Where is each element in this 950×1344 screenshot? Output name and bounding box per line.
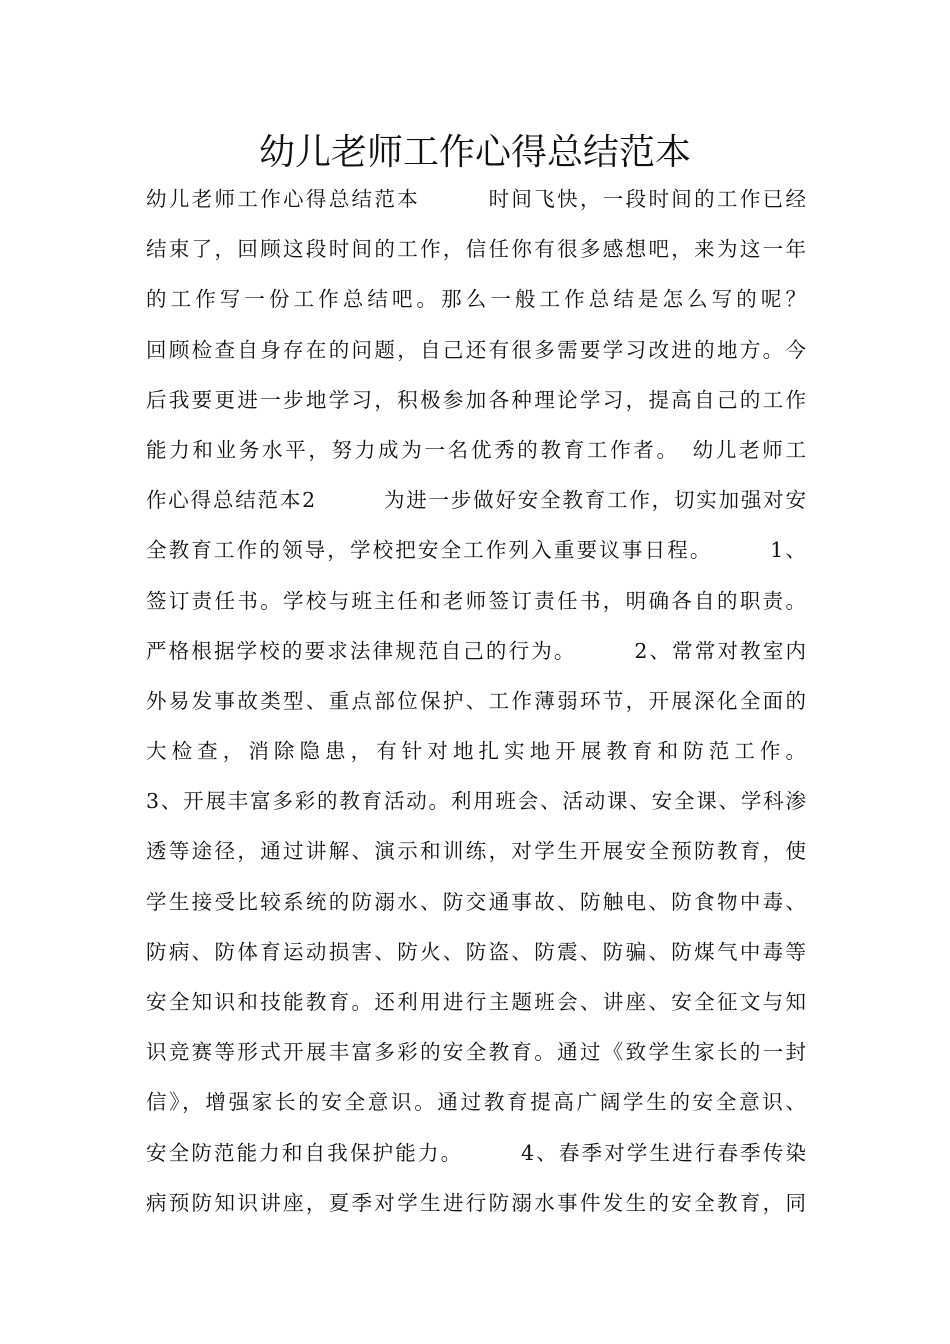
body-line-11: 外易发事故类型、重点部位保护、工作薄弱环节，开展深化全面的 [146,688,806,713]
body-line-1: 幼儿老师工作心得总结范本 时间飞快，一段时间的工作已经 [146,187,806,211]
body-line-5: 后我要更进一步地学习，积极参加各种理论学习，提高自己的工作 [146,387,806,412]
body-line-13: 3、开展丰富多彩的教育活动。利用班会、活动课、安全课、学科渗 [146,789,806,814]
body-line-15: 学生接受比较系统的防溺水、防交通事故、防触电、防食物中毒、 [146,889,806,914]
body-line-4: 回顾检查自身存在的问题，自己还有很多需要学习改进的地方。今 [146,337,806,362]
body-line-3: 的工作写一份工作总结吧。那么一般工作总结是怎么写的呢？ [146,287,806,312]
body-line-2: 结束了，回顾这段时间的工作，信任你有很多感想吧，来为这一年 [146,237,806,262]
document-body [146,174,806,1228]
body-line-16: 防病、防体育运动损害、防火、防盗、防震、防骗、防煤气中毒等 [146,939,806,964]
body-line-19: 信》，增强家长的安全意识。通过教育提高广阔学生的安全意识、 [146,1090,806,1115]
body-line-20: 安全防范能力和自我保护能力。 4、春季对学生进行春季传染 [146,1140,806,1165]
body-line-10: 严格根据学校的要求法律规范自己的行为。 2、常常对教室内 [146,638,806,663]
body-line-6: 能力和业务水平，努力成为一名优秀的教育工作者。 幼儿老师工 [146,437,806,462]
body-line-17: 安全知识和技能教育。还利用进行主题班会、讲座、安全征文与知 [146,990,806,1014]
body-line-12: 大检查，消除隐患，有针对地扎实地开展教育和防范工作。 [146,739,806,764]
body-line-9: 签订责任书。学校与班主任和老师签订责任书，明确各自的职责。 [146,588,806,613]
body-line-8: 全教育工作的领导，学校把安全工作列入重要议事日程。 1、 [146,538,806,563]
body-line-14: 透等途径，通过讲解、演示和训练，对学生开展安全预防教育，使 [146,839,806,864]
document-title: 幼儿老师工作心得总结范本 [258,132,691,173]
body-line-18: 识竞赛等形式开展丰富多彩的安全教育。通过《致学生家长的一封 [146,1040,806,1065]
body-line-7: 作心得总结范本2 为进一步做好安全教育工作，切实加强对安 [146,488,806,513]
body-line-21: 病预防知识讲座，夏季对学生进行防溺水事件发生的安全教育，同 [146,1190,806,1215]
